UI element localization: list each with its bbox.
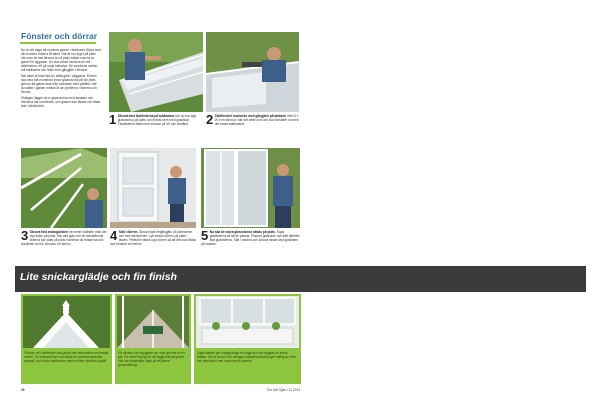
step-text: Kapa glaslisterna så att de passar. Placera glasrutan och sätt därefter fast glaslisterna. Sätt i rutorna och skruva sedan fast glaslisten på utsidan. — [201, 230, 300, 247]
step-3 — [21, 230, 107, 246]
step-4 — [110, 230, 196, 246]
photo-step-4 — [110, 148, 196, 228]
title-underline — [20, 42, 96, 44]
section-title: Fönster och dörrar — [21, 31, 98, 41]
step-5 — [201, 230, 300, 246]
step-number: 4 — [110, 228, 118, 243]
step-heading: Skruva fast täcklisterna på takåsarna — [117, 114, 174, 118]
step-number: 5 — [201, 228, 209, 243]
photo-tip-1 — [23, 296, 110, 348]
step-text: med 4 x 20 mm skruvar. När det sitter som det ska fortsätter du med det andra takfönstret. — [214, 114, 299, 127]
page-number: 26 — [21, 388, 25, 392]
intro-text — [21, 48, 101, 110]
step-heading: Sätt i dörren. — [118, 230, 139, 234]
step-text: Skruva fast tregångjärn på dörrramen och mot dörrkarmen. Lyft sedan dörren på plats i fästen. Pelledörr tänks upp dörren så att den kan fällas mot fönstret vid behov. — [110, 230, 196, 247]
step-heading: Takfönstret monteras med gångjärn på takåsen — [214, 114, 287, 118]
photo-tip-2 — [117, 296, 189, 348]
intro-paragraph: Slutligen lägger du in glasrutorna med fasaden och dörrarna har monterats, och glasen kan fästas och tätas fast i takfönstret. — [21, 96, 101, 109]
step-text: tre meter sidlisten med det nya listen på plats. När alla glas och de sidostående listerna har satts på plats monterar du fönsterna och sidolisten av trä, skruvas vid behov. — [21, 230, 107, 247]
step-2 — [206, 114, 299, 126]
photo-step-1 — [109, 32, 203, 112]
step-number: 2 — [206, 112, 214, 127]
photo-step-3 — [21, 148, 107, 228]
tip-panel-1 — [21, 294, 112, 384]
step-number: 1 — [109, 112, 117, 127]
tip-panel-3 — [194, 294, 301, 384]
finish-section-title: Lite snickarglädje och fin finish — [20, 271, 177, 283]
step-heading: Nu ska de stora glasrutorna sättas på plats. — [209, 230, 276, 234]
tip-caption: Låga bäddar går snyggt längs en vägg och kan byggas av enkla brädor. Att ha krukor och odlingar ovanpå bänkarna ger odling av fröer och dessutom mer utrymme för plantor. — [197, 351, 297, 363]
tip-panel-2 — [115, 294, 191, 384]
step-number: 3 — [21, 228, 29, 243]
tip-caption: Ett växthus blir snyggare om man ger det en fin yta. En enkel lösning är att lägga trall på golvet. Här har stenplattor lagts på ett jämnt grusunderlag. — [118, 351, 185, 367]
intro-paragraph: När taket är klart ska du sätta glas i väggarna. Dörren ska vara rätt monterad innan glasrutorna på sin plats genom att glaset dras från nedsidan med plattlist. När du sätter i glasen mellan är de profilerna i listerna och fixeras. — [21, 74, 97, 95]
photo-step-5 — [201, 148, 300, 228]
tip-caption: Fönster och takfönster kan göras mer dekorativa med enkla medel. Till exempel kan man fästa en snickrad dekorlist ovanpå, och förse takfönstren med en liten fiskelina upptill. — [24, 351, 109, 363]
footer-issue: Gör Det Själv • 11 2014 — [267, 388, 301, 392]
intro-paragraph: Nu är det dags att montera glasen i fasthuset. Börja med att montera rutorna till taket. Här är hur lugnt på plats när man du fast lärorna är på plats måste man ta av glaset för liggande. Du ska också montera de två takfönstren, ett på varje takhalva. De monteras mellan två takåsarna och fästs med gångjärn i fönstret. — [21, 48, 101, 73]
magazine-page — [15, 26, 586, 398]
step-1 — [109, 114, 203, 126]
photo-step-2 — [206, 32, 299, 112]
step-text: och du har lagt glasrutorna på plats och fixerat dem med glaslistar. Täcklisterna fästs med skruvar på 45 mm avstånd. — [117, 114, 196, 127]
photo-tip-3 — [196, 296, 299, 348]
step-heading: Skruva fast anslagslisten — [29, 230, 69, 234]
